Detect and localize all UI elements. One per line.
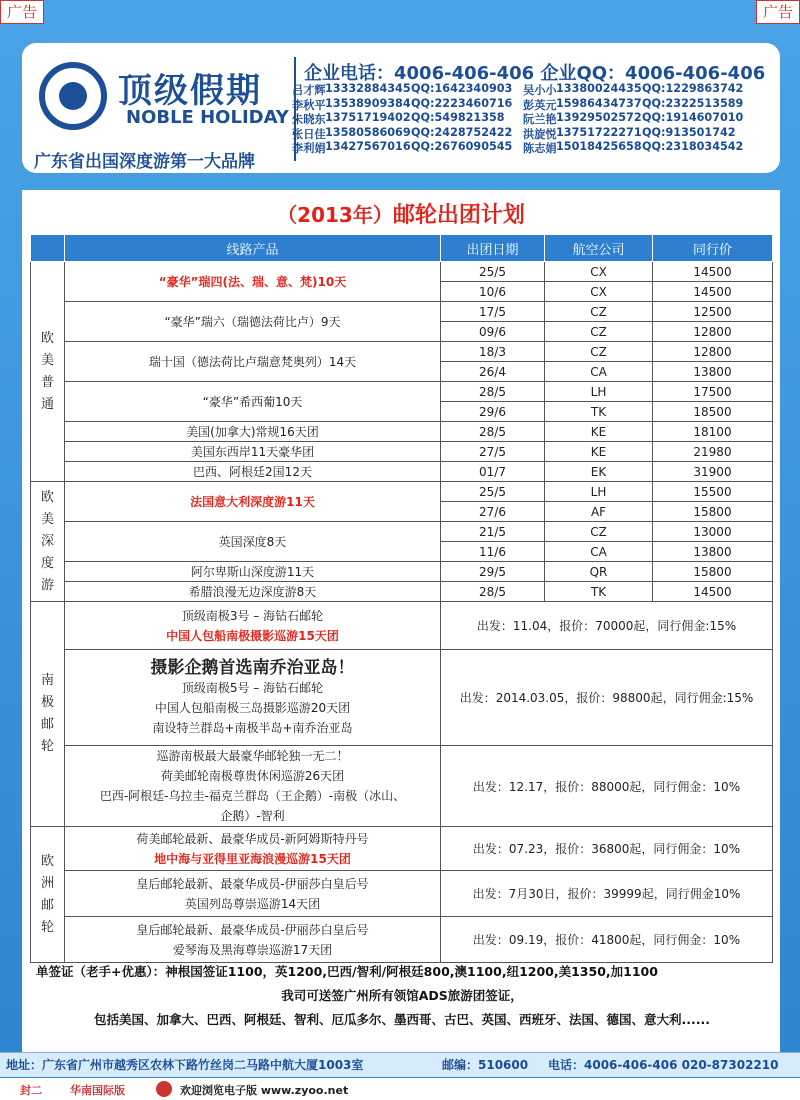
contact-qq: QQ:1914607010 <box>642 111 744 125</box>
tour-date: 17/5 <box>441 302 545 322</box>
airline: LH <box>545 482 653 502</box>
contact-qq: QQ:913501742 <box>642 125 736 139</box>
address-bar <box>0 1052 800 1077</box>
company-phone-line: 企业电话：4006-406-406 企业QQ：4006-406-406 <box>304 63 766 84</box>
page-label: 封二 <box>20 1084 42 1097</box>
product-name: 瑞十国（德法荷比卢瑞意梵奥列）14天 <box>65 342 441 382</box>
contact-phone: 13751722271 <box>556 125 642 139</box>
company-header <box>22 43 780 173</box>
airline: TK <box>545 402 653 422</box>
cruise-price-info: 出发：07.23，报价：36800起，同行佣金：10% <box>441 827 773 871</box>
header-product: 线路产品 <box>65 235 441 262</box>
airline: CA <box>545 542 653 562</box>
contact-name: 李利娟 <box>292 142 326 156</box>
company-logo-icon <box>39 62 107 130</box>
contact-row <box>292 140 780 155</box>
contact-name: 陈志娟 <box>523 142 557 156</box>
price: 15800 <box>653 562 773 582</box>
magazine-footer <box>0 1078 800 1100</box>
tour-table <box>30 234 772 963</box>
tour-date: 28/5 <box>441 582 545 602</box>
tour-date: 25/5 <box>441 482 545 502</box>
contact-name: 洪旋悦 <box>523 127 557 141</box>
cruise-product: 摄影企鹅首选南乔治亚岛！ 顶级南极5号 – 海钻石邮轮 中国人包船南极三岛摄影巡游20天团 南设特兰群岛+南极半岛+南乔治亚岛 <box>65 650 441 746</box>
header-airline: 航空公司 <box>545 235 653 262</box>
cruise-product: 皇后邮轮最新、最豪华成员-伊丽莎白皇后号 英国列岛尊崇巡游14天团 <box>65 871 441 917</box>
product-name: 英国深度8天 <box>65 522 441 562</box>
table-header-row <box>31 235 773 262</box>
price: 17500 <box>653 382 773 402</box>
website-text: 欢迎浏览电子版 www.zyoo.net <box>180 1084 349 1097</box>
cruise-price-info: 出发：09.19，报价：41800起，同行佣金：10% <box>441 917 773 963</box>
contact-name: 吴小小 <box>523 84 557 97</box>
visa-notes <box>36 960 768 1032</box>
price: 12500 <box>653 302 773 322</box>
price: 13800 <box>653 542 773 562</box>
product-name: “豪华”瑞六（瑞德法荷比卢）9天 <box>65 302 441 342</box>
contact-phone: 13538909384 <box>325 96 411 110</box>
tour-date: 01/7 <box>441 462 545 482</box>
tour-date: 29/6 <box>441 402 545 422</box>
tour-date: 10/6 <box>441 282 545 302</box>
contact-name: 彭英元 <box>523 98 557 112</box>
product-name: “豪华”希西葡10天 <box>65 382 441 422</box>
tour-date: 27/6 <box>441 502 545 522</box>
product-name: 美国(加拿大)常规16天团 <box>65 422 441 442</box>
ad-label-left: 广告 <box>0 0 44 24</box>
airline: CA <box>545 362 653 382</box>
price: 14500 <box>653 262 773 282</box>
contact-row <box>292 97 780 112</box>
cruise-product: 皇后邮轮最新、最豪华成员-伊丽莎白皇后号 爱琴海及黑海尊崇巡游17天团 <box>65 917 441 963</box>
tour-date: 09/6 <box>441 322 545 342</box>
price: 15500 <box>653 482 773 502</box>
region-antarctic-cruise: 南极邮轮 <box>31 602 65 827</box>
product-name: 法国意大利深度游11天 <box>65 482 441 522</box>
contact-qq: QQ:549821358 <box>411 111 505 125</box>
region-europe-cruise: 欧洲邮轮 <box>31 827 65 963</box>
address: 地址：广东省广州市越秀区农林下路竹丝岗二马路中航大厦1003室 <box>6 1058 364 1072</box>
contact-phone: 15986434737 <box>556 96 642 110</box>
region-europe-america-deep: 欧美深度游 <box>31 482 65 602</box>
contact-phone: 13929502572 <box>556 111 642 125</box>
telephone: 电话：4006-406-406 020-87302210 <box>548 1058 779 1072</box>
brand-name-en: NOBLE HOLIDAY <box>126 107 289 128</box>
tour-date: 25/5 <box>441 262 545 282</box>
contact-phone: 13427567016 <box>325 140 411 154</box>
contact-qq: QQ:2322513589 <box>642 96 744 110</box>
cruise-price-info: 出发：7月30日，报价：39999起，同行佣金10% <box>441 871 773 917</box>
visa-note-line: 包括美国、加拿大、巴西、阿根廷、智利、厄瓜多尔、墨西哥、古巴、英国、西班牙、法国、德国、意大利...... <box>94 1012 710 1027</box>
page-title: （2013年）邮轮出团计划 <box>277 203 525 228</box>
product-name: 美国东西岸11天豪华团 <box>65 442 441 462</box>
airline: CZ <box>545 342 653 362</box>
postcode: 邮编：510600 <box>442 1058 529 1072</box>
contact-phone: 13580586069 <box>325 125 411 139</box>
magazine-logo-icon <box>156 1081 172 1097</box>
header-date: 出团日期 <box>441 235 545 262</box>
header-price: 同行价 <box>653 235 773 262</box>
product-name: 希腊浪漫无边深度游8天 <box>65 582 441 602</box>
contact-name: 朱晓东 <box>292 113 326 127</box>
contact-name: 阮兰艳 <box>523 113 557 127</box>
airline: CX <box>545 282 653 302</box>
contact-name: 吕才辉 <box>292 84 326 97</box>
contact-name: 张日佳 <box>292 127 326 141</box>
contact-qq: QQ:2676090545 <box>411 140 513 154</box>
tour-date: 28/5 <box>441 382 545 402</box>
price: 12800 <box>653 322 773 342</box>
tour-date: 21/5 <box>441 522 545 542</box>
airline: KE <box>545 422 653 442</box>
tour-date: 27/5 <box>441 442 545 462</box>
contact-qq: QQ:2318034542 <box>642 140 744 154</box>
price: 21980 <box>653 442 773 462</box>
airline: AF <box>545 502 653 522</box>
contact-row <box>292 126 780 141</box>
airline: CZ <box>545 322 653 342</box>
cruise-price-info: 出发：11.04，报价：70000起，同行佣金:15% <box>441 602 773 650</box>
contact-phone: 13380024435 <box>556 82 642 95</box>
airline: EK <box>545 462 653 482</box>
price: 12800 <box>653 342 773 362</box>
airline: QR <box>545 562 653 582</box>
price: 18100 <box>653 422 773 442</box>
cruise-product: 顶级南极3号 – 海钻石邮轮 中国人包船南极摄影巡游15天团 <box>65 602 441 650</box>
region-europe-america: 欧美普通 <box>31 262 65 482</box>
airline: KE <box>545 442 653 462</box>
brand-name-cn: 顶级假期 <box>118 71 262 111</box>
contact-qq: QQ:1229863742 <box>642 82 744 95</box>
contact-list <box>292 82 780 155</box>
tour-date: 18/3 <box>441 342 545 362</box>
magazine-edition: 华南国际版 <box>70 1084 125 1097</box>
price: 13800 <box>653 362 773 382</box>
contact-phone: 15018425658 <box>556 140 642 154</box>
cruise-price-info: 出发：2014.03.05，报价：98800起，同行佣金:15% <box>441 650 773 746</box>
contact-name: 李秋平 <box>292 98 326 112</box>
visa-note-line: 单签证（老手+优惠）：神根国签证1100，英1200,巴西/智利/阿根廷800,澳1100,纽1200,美1350,加1100 <box>36 964 658 979</box>
contact-phone: 13332884345 <box>325 82 411 95</box>
visa-note-line: 我司可送签广州所有领馆ADS旅游团签证， <box>281 988 523 1003</box>
airline: CX <box>545 262 653 282</box>
price: 14500 <box>653 282 773 302</box>
price: 15800 <box>653 502 773 522</box>
ad-label-right: 广告 <box>756 0 800 24</box>
price: 13000 <box>653 522 773 542</box>
product-name: “豪华”瑞四(法、瑞、意、梵)10天 <box>65 262 441 302</box>
contact-row <box>292 111 780 126</box>
brand-slogan: 广东省出国深度游第一大品牌 <box>34 152 255 172</box>
airline: LH <box>545 382 653 402</box>
airline: CZ <box>545 522 653 542</box>
price: 18500 <box>653 402 773 422</box>
contact-qq: QQ:1642340903 <box>411 82 513 95</box>
tour-date: 28/5 <box>441 422 545 442</box>
tour-date: 11/6 <box>441 542 545 562</box>
contact-row <box>292 82 780 97</box>
tour-date: 29/5 <box>441 562 545 582</box>
airline: CZ <box>545 302 653 322</box>
price: 14500 <box>653 582 773 602</box>
airline: TK <box>545 582 653 602</box>
price: 31900 <box>653 462 773 482</box>
product-name: 巴西、阿根廷2国12天 <box>65 462 441 482</box>
contact-qq: QQ:2223460716 <box>411 96 513 110</box>
contact-phone: 13751719402 <box>325 111 411 125</box>
tour-date: 26/4 <box>441 362 545 382</box>
cruise-product: 巡游南极最大最豪华邮轮独一无二！ 荷美邮轮南极尊贵休闲巡游26天团 巴西-阿根廷-乌拉圭-福克兰群岛（王企鹅）-南极（冰山、 企鹅）-智利 <box>65 746 441 827</box>
cruise-product: 荷美邮轮最新、最豪华成员-新阿姆斯特丹号 地中海与亚得里亚海浪漫巡游15天团 <box>65 827 441 871</box>
product-name: 阿尔卑斯山深度游11天 <box>65 562 441 582</box>
contact-qq: QQ:2428752422 <box>411 125 513 139</box>
tour-plan-panel <box>22 190 780 1052</box>
cruise-price-info: 出发：12.17，报价：88000起，同行佣金：10% <box>441 746 773 827</box>
